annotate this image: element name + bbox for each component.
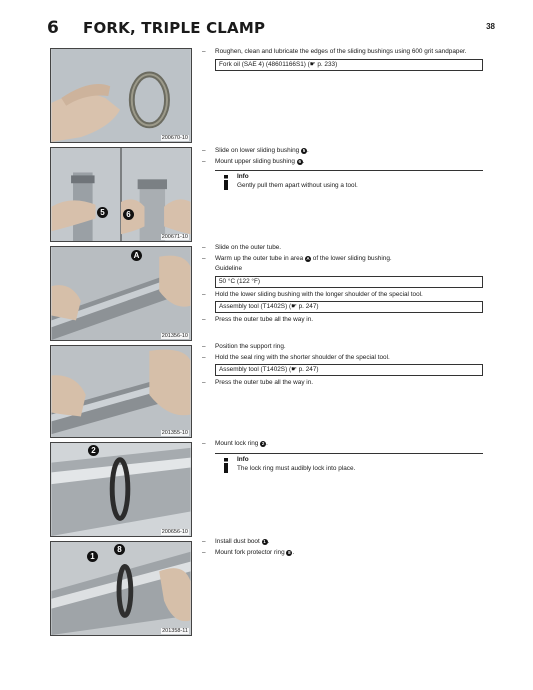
info-title: Info (237, 173, 249, 181)
step-text: Install dust boot (215, 538, 260, 545)
figure-label: 200656-10 (161, 529, 188, 535)
step-text-end: . (302, 157, 305, 165)
figure-label: 201358-11 (162, 628, 188, 634)
callout-marker: 6 (298, 158, 301, 164)
page-number: 38 (486, 22, 495, 31)
info-box (215, 453, 483, 477)
step-group-5 (202, 439, 487, 477)
info-text: The lock ring must audibly lock into place. (237, 464, 356, 472)
page-header (47, 18, 495, 40)
chapter-number: 6 (47, 18, 59, 38)
callout-marker: A (131, 250, 142, 261)
step-text-end: . (267, 538, 270, 545)
spec-box: Fork oil (SAE 4) (48601166S1) (☛ p. 233) (215, 59, 483, 71)
callout-marker: A (306, 255, 310, 261)
figure-5-callouts (50, 442, 192, 537)
step-item: – Press the outer tube all the way in. (202, 315, 487, 326)
info-box (215, 170, 483, 194)
step-item: – Hold the lower sliding bushing with the longer shoulder of the special tool. (202, 290, 487, 301)
step-text-end: of the lower sliding bushing. (312, 254, 392, 262)
step-text-end: . (292, 548, 295, 556)
figure-label: 200671-10 (161, 234, 188, 240)
info-icon (221, 458, 231, 473)
step-item: – Hold the seal ring with the shorter shoulder of the special tool. (202, 353, 487, 364)
step-text: Slide on lower sliding bushing (215, 147, 300, 154)
step-item: – Press the outer tube all the way in. (202, 378, 487, 389)
guideline-label: Guideline (215, 265, 243, 273)
callout-marker: 2 (88, 445, 99, 456)
spec-box: Assembly tool (T1402S) (☛ p. 247) (215, 301, 483, 313)
callout-marker: 1 (263, 539, 266, 544)
step-group-6 (202, 537, 487, 558)
callout-marker: 5 (302, 148, 306, 153)
step-item (202, 146, 487, 157)
step-item (202, 157, 487, 168)
step-item: – Slide on the outer tube. (202, 243, 487, 254)
figure-label: 200670-10 (161, 135, 188, 141)
figure-label: 201355-10 (161, 430, 188, 436)
step-group-2 (202, 146, 487, 194)
info-icon (221, 175, 231, 190)
step-text-end: . (306, 147, 309, 154)
spec-box: 50 °C (122 °F) (215, 276, 483, 288)
info-title: Info (237, 455, 249, 463)
step-item (202, 439, 487, 450)
figure-bushing-in-hand (50, 48, 192, 143)
step-group-4 (202, 342, 487, 389)
bushing-hand-image (51, 49, 191, 142)
callout-marker: 2 (261, 441, 265, 446)
figure-6-callouts (50, 541, 192, 636)
step-item (202, 548, 487, 559)
spec-box: Assembly tool (T1402S) (☛ p. 247) (215, 364, 483, 376)
step-group-1 (202, 47, 487, 73)
step-text: Mount lock ring (215, 440, 259, 447)
step-text: Mount upper sliding bushing (215, 157, 295, 165)
step-text: Mount fork protector ring (215, 548, 285, 556)
callout-marker: 6 (123, 209, 134, 220)
info-text: Gently pull them apart without using a tool. (237, 182, 358, 190)
figure-label: 201356-10 (161, 333, 188, 339)
step-item: – Position the support ring. (202, 342, 487, 353)
figure-2-callouts (50, 147, 192, 242)
step-item (202, 254, 487, 265)
callout-marker: 1 (87, 551, 98, 562)
step-item (202, 537, 487, 548)
support-ring-image (51, 346, 191, 437)
step-text: Warm up the outer tube in area (215, 254, 304, 262)
callout-marker: 8 (288, 549, 291, 555)
chapter-title: FORK, TRIPLE CLAMP (83, 19, 266, 37)
figure-support-ring (50, 345, 192, 438)
step-text-end: . (266, 440, 268, 447)
callout-marker: 8 (114, 544, 125, 555)
step-item: – Roughen, clean and lubricate the edges of the sliding bushings using 600 grit sandpaper. (202, 47, 487, 58)
figure-3-callouts (50, 246, 192, 341)
step-group-3 (202, 243, 487, 326)
callout-marker: 5 (97, 207, 108, 218)
